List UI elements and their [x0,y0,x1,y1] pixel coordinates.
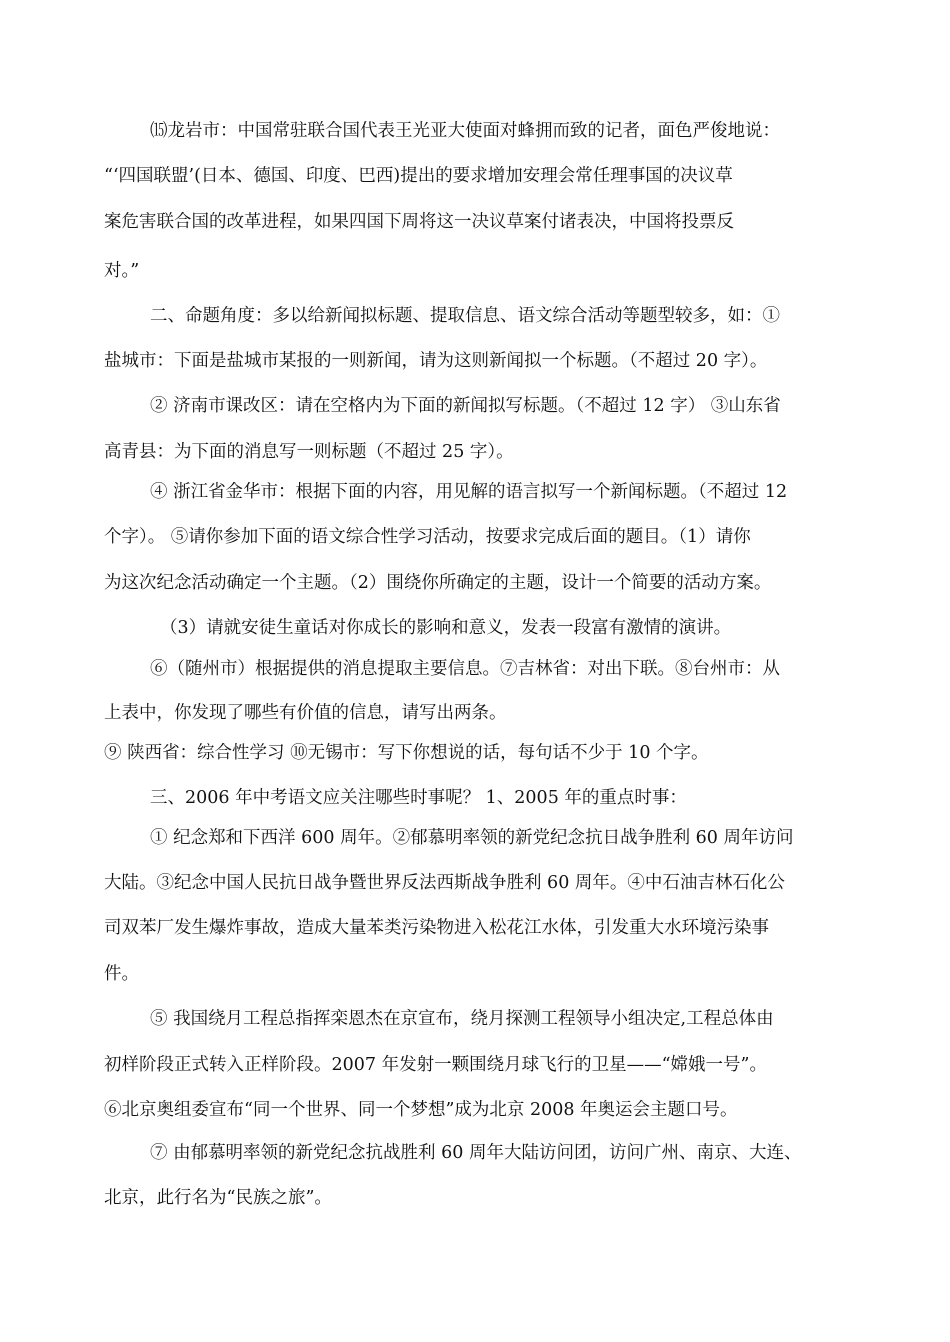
text-line: 案危害联合国的改革进程，如果四国下周将这一决议草案付诸表决，中国将投票反 [104,212,734,232]
text-line: 初样阶段正式转入正样阶段。2007 年发射一颗围绕月球飞行的卫星——“嫦娥一号”。 [104,1055,767,1075]
text-line: 北京，此行名为“民族之旅”。 [104,1188,332,1208]
text-line: ⑤ 我国绕月工程总指挥栾恩杰在京宣布，绕月探测工程领导小组决定,工程总体由 [150,1009,774,1029]
text-line: 对。” [104,261,140,281]
text-line: 高青县：为下面的消息写一则标题（不超过 25 字）。 [104,442,514,462]
text-line: ⑦ 由郁慕明率领的新党纪念抗战胜利 60 周年大陆访问团，访问广州、南京、大连、 [150,1143,802,1163]
text-line: 盐城市：下面是盐城市某报的一则新闻，请为这则新闻拟一个标题。（不超过 20 字）。 [104,351,768,371]
text-line: 大陆。③纪念中国人民抗日战争暨世界反法西斯战争胜利 60 周年。④中石油吉林石化公 [104,873,785,893]
text-line: 为这次纪念活动确定一个主题。（2）围绕你所确定的主题，设计一个简要的活动方案。 [104,573,772,593]
text-line: ⒂龙岩市：中国常驻联合国代表王光亚大使面对蜂拥而致的记者，面色严俊地说： [150,121,780,141]
text-line: 司双苯厂发生爆炸事故，造成大量苯类污染物进入松花江水体，引发重大水环境污染事 [104,918,769,938]
text-line: 三、2006 年中考语文应关注哪些时事呢？ 1、2005 年的重点时事： [150,788,687,808]
text-line: ① 纪念郑和下西洋 600 周年。②郁慕明率领的新党纪念抗日战争胜利 60 周年访问 [150,828,794,848]
text-line: “‘四国联盟’(日本、德国、印度、巴西)提出的要求增加安理会常任理事国的决议草 [104,166,733,186]
text-line: ④ 浙江省金华市：根据下面的内容，用见解的语言拟写一个新闻标题。（不超过 12 [150,482,788,502]
text-line: 二、命题角度：多以给新闻拟标题、提取信息、语文综合活动等题型较多，如：① [150,306,780,326]
text-line: 上表中，你发现了哪些有价值的信息，请写出两条。 [104,703,507,723]
text-line: ⑥北京奥组委宣布“同一个世界、同一个梦想”成为北京 2008 年奥运会主题口号。 [104,1100,738,1120]
text-line: ⑥（随州市）根据提供的消息提取主要信息。⑦吉林省：对出下联。⑧台州市：从 [150,659,780,679]
text-line: ② 济南市课改区：请在空格内为下面的新闻拟写标题。（不超过 12 字） ③山东省 [150,396,781,416]
text-line: 件。 [104,964,139,984]
text-line: 个字）。 ⑤请你参加下面的语文综合性学习活动，按要求完成后面的题目。（1）请你 [104,527,751,547]
text-line: （3）请就安徒生童话对你成长的影响和意义，发表一段富有激情的演讲。 [160,618,732,638]
text-line: ⑨ 陕西省：综合性学习 ⑩无锡市：写下你想说的话，每句话不少于 10 个字。 [104,743,709,763]
